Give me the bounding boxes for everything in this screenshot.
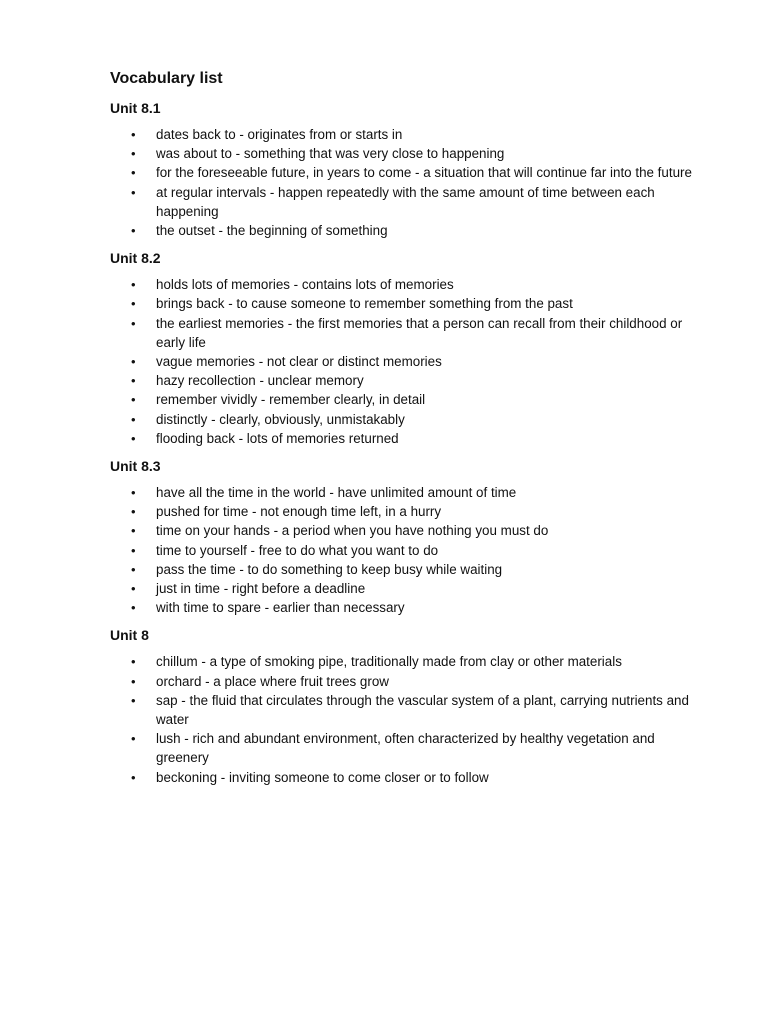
- list-item: [110, 294, 708, 313]
- bullet-icon: •: [131, 600, 136, 616]
- list-item: [110, 125, 708, 144]
- list-item-text: the earliest memories - the first memories that a person can recall from their childhood or early life: [156, 315, 683, 350]
- bullet-icon: •: [131, 277, 136, 293]
- list-item-text: just in time - right before a deadline: [156, 581, 366, 597]
- vocab-list: [110, 275, 708, 448]
- bullet-icon: •: [131, 392, 136, 408]
- list-item: [110, 652, 708, 671]
- list-item-text: time on your hands - a period when you have nothing you must do: [156, 523, 549, 539]
- bullet-icon: •: [131, 315, 136, 331]
- list-item: [110, 729, 708, 767]
- list-item: [110, 483, 708, 502]
- list-item-text: chillum - a type of smoking pipe, traditionally made from clay or other materials: [156, 654, 622, 670]
- list-item: [110, 579, 708, 598]
- bullet-icon: •: [131, 430, 136, 446]
- unit-heading: Unit 8: [110, 627, 149, 644]
- bullet-icon: •: [131, 354, 136, 370]
- list-item: [110, 371, 708, 390]
- list-item: [110, 502, 708, 521]
- bullet-icon: •: [131, 673, 136, 689]
- bullet-icon: •: [131, 731, 136, 747]
- list-item: [110, 390, 708, 409]
- list-item: [110, 768, 708, 787]
- bullet-icon: •: [131, 184, 136, 200]
- list-item-text: pass the time - to do something to keep busy while waiting: [156, 561, 503, 577]
- bullet-icon: •: [131, 523, 136, 539]
- list-item: [110, 144, 708, 163]
- list-item-text: was about to - something that was very close to happening: [156, 146, 505, 162]
- bullet-icon: •: [131, 165, 136, 181]
- bullet-icon: •: [131, 127, 136, 142]
- list-item-text: hazy recollection - unclear memory: [156, 373, 364, 389]
- list-item-text: pushed for time - not enough time left, in a hurry: [156, 504, 442, 520]
- list-item-text: remember vividly - remember clearly, in detail: [156, 392, 426, 408]
- list-item-text: brings back - to cause someone to remember something from the past: [156, 296, 573, 312]
- list-item: [110, 541, 708, 560]
- bullet-icon: •: [131, 692, 136, 708]
- list-item-text: sap - the fluid that circulates through the vascular system of a plant, carrying nutrients and water: [156, 692, 689, 728]
- list-item-text: with time to spare - earlier than necessary: [156, 600, 405, 616]
- bullet-icon: •: [131, 223, 136, 239]
- list-item-text: holds lots of memories - contains lots of memories: [156, 277, 454, 293]
- bullet-icon: •: [131, 146, 136, 162]
- list-item-text: flooding back - lots of memories returned: [156, 430, 399, 446]
- list-item: [110, 352, 708, 371]
- list-item-text: at regular intervals - happen repeatedly with the same amount of time between each happening: [156, 184, 655, 219]
- list-item: [110, 221, 708, 240]
- list-item-text: dates back to - originates from or starts in: [156, 127, 403, 142]
- bullet-icon: •: [131, 296, 136, 312]
- list-item: [110, 672, 708, 691]
- list-item: [110, 429, 708, 448]
- list-item-text: have all the time in the world - have unlimited amount of time: [156, 485, 517, 501]
- list-item: [110, 275, 708, 294]
- bullet-icon: •: [131, 654, 136, 670]
- list-item: [110, 314, 708, 352]
- list-item: [110, 691, 708, 729]
- list-item: [110, 521, 708, 540]
- vocab-list: [110, 483, 708, 617]
- list-item: [110, 410, 708, 429]
- list-item: [110, 183, 708, 221]
- bullet-icon: •: [131, 485, 136, 501]
- bullet-icon: •: [131, 769, 136, 785]
- bullet-icon: •: [131, 581, 136, 597]
- unit-heading: Unit 8.1: [110, 100, 161, 116]
- list-item-text: orchard - a place where fruit trees grow: [156, 673, 389, 689]
- sections-container: [110, 99, 708, 787]
- bullet-icon: •: [131, 542, 136, 558]
- list-item-text: beckoning - inviting someone to come closer or to follow: [156, 769, 489, 785]
- list-item: [110, 598, 708, 617]
- list-item-text: time to yourself - free to do what you want to do: [156, 542, 439, 558]
- list-item: [110, 560, 708, 579]
- bullet-icon: •: [131, 504, 136, 520]
- list-item-text: for the foreseeable future, in years to come - a situation that will continue far into the future: [156, 165, 692, 181]
- unit-heading: Unit 8.2: [110, 250, 161, 267]
- vocab-list: [110, 125, 708, 240]
- bullet-icon: •: [131, 373, 136, 389]
- list-item-text: lush - rich and abundant environment, often characterized by healthy vegetation and greenery: [156, 731, 655, 766]
- bullet-icon: •: [131, 561, 136, 577]
- unit-heading: Unit 8.3: [110, 458, 161, 475]
- list-item-text: distinctly - clearly, obviously, unmistakably: [156, 411, 405, 427]
- list-item-text: vague memories - not clear or distinct memories: [156, 354, 442, 370]
- document-title: Vocabulary list: [110, 70, 223, 87]
- vocab-list: [110, 652, 708, 786]
- list-item-text: the outset - the beginning of something: [156, 223, 388, 239]
- list-item: [110, 163, 708, 182]
- bullet-icon: •: [131, 411, 136, 427]
